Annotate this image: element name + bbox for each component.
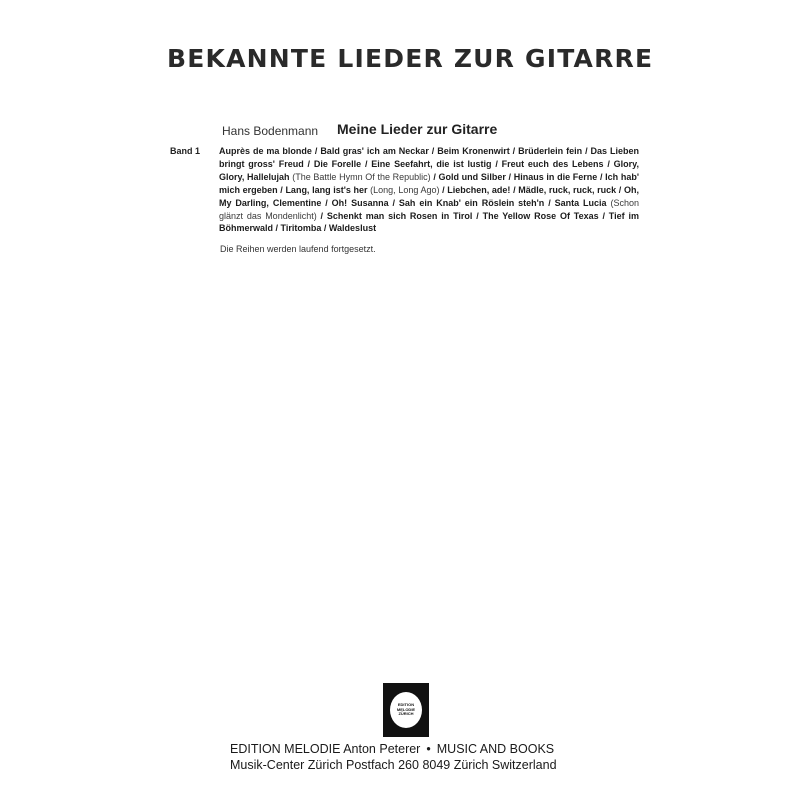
song-title: Lang, lang ist's her <box>285 184 368 195</box>
song-title: Auprès de ma blonde <box>219 146 312 156</box>
song-title: Beim Kronenwirt <box>437 146 510 156</box>
song-separator: / <box>510 184 519 195</box>
song-title: The Yellow Rose Of Texas <box>482 210 599 221</box>
publisher-tagline: MUSIC AND BOOKS <box>436 742 555 756</box>
song-title: Liebchen, ade! <box>447 184 511 195</box>
song-title: Tiritomba <box>280 223 322 234</box>
logo-line-3: ZÜRICH <box>398 711 414 717</box>
song-separator: / <box>505 171 514 182</box>
logo-line-2: MELODIE <box>396 706 416 712</box>
logo-emblem <box>390 692 422 728</box>
song-list <box>219 145 639 235</box>
song-title: Glory, Glory, Hallelujah <box>219 158 639 182</box>
song-separator: / <box>603 158 614 169</box>
song-separator: / <box>321 223 329 234</box>
song-separator: / <box>430 171 439 182</box>
song-title: Brüderlein fein <box>518 146 583 156</box>
song-separator: / <box>472 210 483 221</box>
song-separator: / <box>303 158 314 169</box>
song-separator: / <box>316 210 327 221</box>
continuation-note: Die Reihen werden laufend fortgesetzt. <box>220 244 376 254</box>
song-separator: / <box>277 184 286 195</box>
song-separator: / <box>582 146 591 156</box>
song-title: Bald gras' ich am Neckar <box>320 146 429 156</box>
song-separator: / <box>273 223 281 234</box>
song-subtitle: (Schon glänzt das Mondenlicht) <box>219 197 639 221</box>
song-separator: / <box>598 210 609 221</box>
song-separator: / <box>321 197 332 208</box>
song-title: Santa Lucia <box>554 197 607 208</box>
song-title: Oh! Susanna <box>331 197 389 208</box>
song-title: Ich hab' mich ergeben <box>219 171 639 195</box>
song-separator: / <box>491 158 502 169</box>
song-separator: / <box>544 197 555 208</box>
song-title: Eine Seefahrt, die ist lustig <box>371 158 492 169</box>
song-title: Gold und Silber <box>438 171 506 182</box>
song-title: Waldeslust <box>328 223 377 234</box>
song-title: Die Forelle <box>313 158 362 169</box>
song-title: Hinaus in die Ferne <box>513 171 598 182</box>
song-separator: / <box>509 146 519 156</box>
song-title: Oh, My Darling, Clementine <box>219 184 639 208</box>
publisher-address: Musik-Center Zürich Postfach 260 8049 Zürich Switzerland <box>230 758 557 772</box>
author-name: Hans Bodenmann <box>222 124 319 138</box>
song-separator: / <box>388 197 399 208</box>
song-separator: / <box>311 146 321 156</box>
song-separator: / <box>597 171 606 182</box>
logo-text <box>397 703 415 717</box>
song-title: Sah ein Knab' ein Röslein steh'n <box>398 197 545 208</box>
song-separator: / <box>439 184 448 195</box>
song-subtitle: (Long, Long Ago) <box>370 184 440 195</box>
song-title: Mädle, ruck, ruck, ruck <box>518 184 617 195</box>
publisher-logo <box>383 683 429 737</box>
song-subtitle: (The Battle Hymn Of the Republic) <box>292 171 431 182</box>
song-title: Tief im Böhmerwald <box>219 210 639 234</box>
page-title: BEKANNTE LIEDER ZUR GITARRE <box>167 44 654 73</box>
book-title: Meine Lieder zur Gitarre <box>337 121 498 137</box>
song-title: Schenkt man sich Rosen in Tirol <box>326 210 473 221</box>
publisher-imprint <box>230 742 590 774</box>
song-separator: / <box>361 158 372 169</box>
publisher-line-1 <box>230 742 590 758</box>
bullet-separator: • <box>426 742 431 756</box>
song-separator: / <box>616 184 624 195</box>
logo-line-1: EDITION <box>397 702 415 708</box>
song-title: Das Lieben bringt gross' Freud <box>219 146 639 169</box>
song-title: Freut euch des Lebens <box>501 158 604 169</box>
song-separator: / <box>428 146 438 156</box>
volume-label: Band 1 <box>170 146 201 156</box>
publisher-name: EDITION MELODIE Anton Peterer <box>230 742 421 756</box>
